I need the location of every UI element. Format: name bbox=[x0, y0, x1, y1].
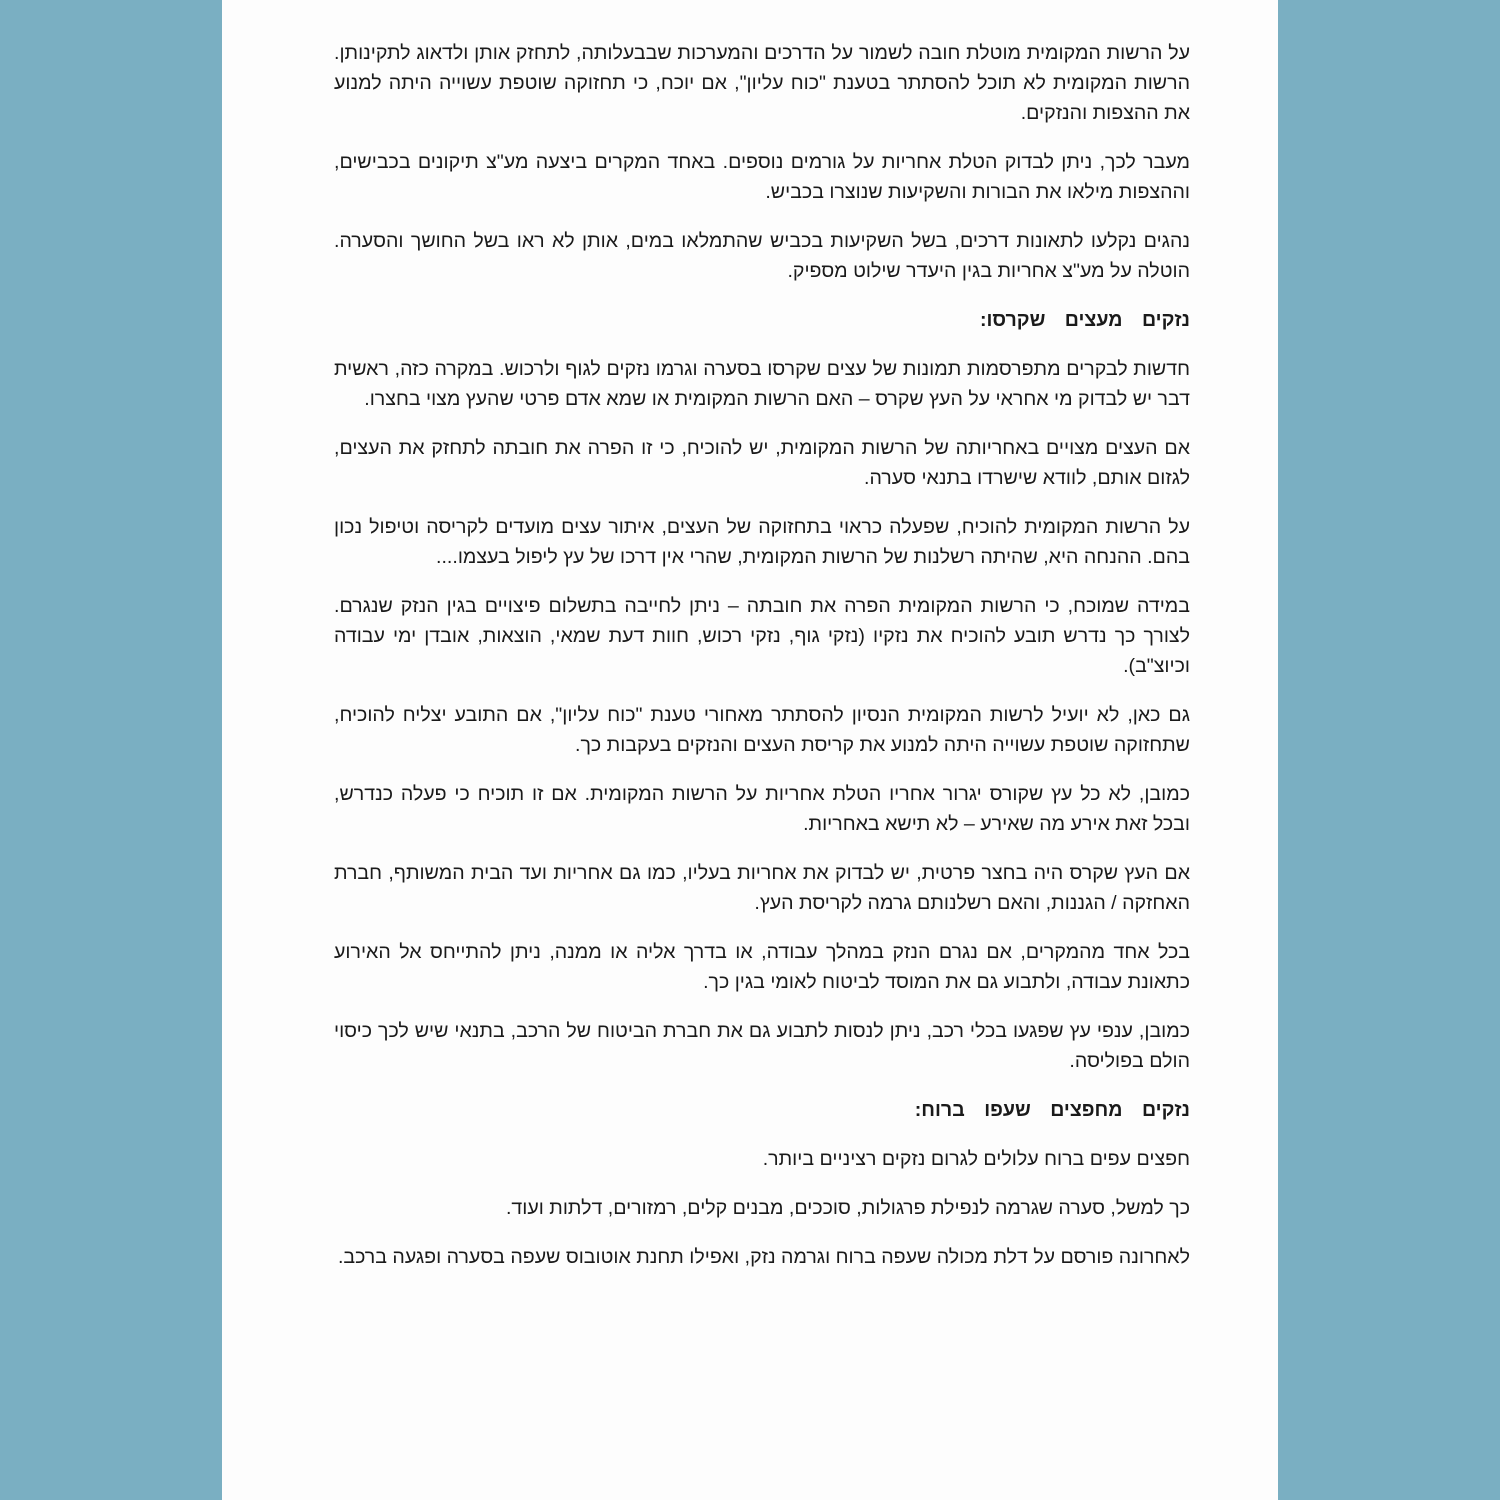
paragraph: גם כאן, לא יועיל לרשות המקומית הנסיון להסתתר מאחורי טענת "כוח עליון", אם התובע יצליח להוכיח, שתחזוקה שוטפת עשוייה היתה למנוע את קריסת העצים והנזקים בעקבות כך. bbox=[334, 704, 1190, 756]
paragraph: חפצים עפים ברוח עלולים לגרום נזקים רציניים ביותר. bbox=[762, 1148, 1190, 1170]
paragraph: על הרשות המקומית להוכיח, שפעלה כראוי בתחזוקה של העצים, איתור עצים מועדים לקריסה וטיפול נכון בהם. ההנחה היא, שהיתה רשלנות של הרשות המקומית, שהרי אין דרכו של עץ ליפול בעצמו.... bbox=[334, 516, 1190, 568]
paragraph: בכל אחד מהמקרים, אם נגרם הנזק במהלך עבודה, או בדרך אליה או ממנה, ניתן להתייחס אל האירוע כתאונת עבודה, ולתבוע גם את המוסד לביטוח לאומי בגין כך. bbox=[334, 941, 1190, 993]
paragraph: אם העץ שקרס היה בחצר פרטית, יש לבדוק את אחריות בעליו, כמו גם אחריות ועד הבית המשותף, חברת האחזקה / הגננות, והאם רשלנותם גרמה לקריסת העץ. bbox=[334, 862, 1190, 914]
paragraph: נהגים נקלעו לתאונות דרכים, בשל השקיעות בכביש שהתמלאו במים, אותן לא ראו בשל החושך והסערה. הוטלה על מע"צ אחריות בגין היעדר שילוט מספיק. bbox=[334, 230, 1190, 282]
paragraph: אם העצים מצויים באחריותה של הרשות המקומית, יש להוכיח, כי זו הפרה את חובתה לתחזק את העצים, לגזום אותם, לוודא שישרדו בתנאי סערה. bbox=[334, 437, 1190, 489]
paragraph: על הרשות המקומית מוטלת חובה לשמור על הדרכים והמערכות שבבעלותה, לתחזק אותן ולדאוג לתקינותן. הרשות המקומית לא תוכל להסתתר בטענת "כוח עליון", אם יוכח, כי תחזוקה שוטפת עשוייה היתה למנוע את ההצפות והנזקים. bbox=[334, 42, 1190, 124]
paragraph: כך למשל, סערה שגרמה לנפילת פרגולות, סוככים, מבנים קלים, רמזורים, דלתות ועוד. bbox=[505, 1197, 1190, 1219]
section-heading-trees: נזקים מעצים שקרסו: bbox=[979, 309, 1190, 331]
paragraph: במידה שמוכח, כי הרשות המקומית הפרה את חובתה – ניתן לחייבה בתשלום פיצויים בגין הנזק שנגרם. לצורך כך נדרש תובע להוכיח את נזקיו (נזקי גוף, נזקי רכוש, חוות דעת שמאי, הוצאות, אובדן ימי עבודה וכיוצ"ב). bbox=[334, 595, 1190, 677]
section-heading-wind: נזקים מחפצים שעפו ברוח: bbox=[914, 1099, 1190, 1121]
paragraph: כמובן, ענפי עץ שפגעו בכלי רכב, ניתן לנסות לתבוע גם את חברת הביטוח של הרכב, בתנאי שיש לכך כיסוי הולם בפוליסה. bbox=[334, 1020, 1190, 1072]
document-body bbox=[334, 38, 1190, 1291]
document-page bbox=[222, 0, 1278, 1500]
paragraph: כמובן, לא כל עץ שקורס יגרור אחריו הטלת אחריות על הרשות המקומית. אם זו תוכיח כי פעלה כנדרש, ובכל זאת אירע מה שאירע – לא תישא באחריות. bbox=[334, 783, 1190, 835]
paragraph: מעבר לכך, ניתן לבדוק הטלת אחריות על גורמים נוספים. באחד המקרים ביצעה מע"צ תיקונים בכבישים, וההצפות מילאו את הבורות והשקיעות שנוצרו בכביש. bbox=[334, 151, 1190, 203]
paragraph: לאחרונה פורסם על דלת מכולה שעפה ברוח וגרמה נזק, ואפילו תחנת אוטובוס שעפה בסערה ופגעה ברכב. bbox=[337, 1246, 1190, 1268]
paragraph: חדשות לבקרים מתפרסמות תמונות של עצים שקרסו בסערה וגרמו נזקים לגוף ולרכוש. במקרה כזה, ראשית דבר יש לבדוק מי אחראי על העץ שקרס – האם הרשות המקומית או שמא אדם פרטי שהעץ מצוי בחצרו. bbox=[334, 358, 1190, 410]
